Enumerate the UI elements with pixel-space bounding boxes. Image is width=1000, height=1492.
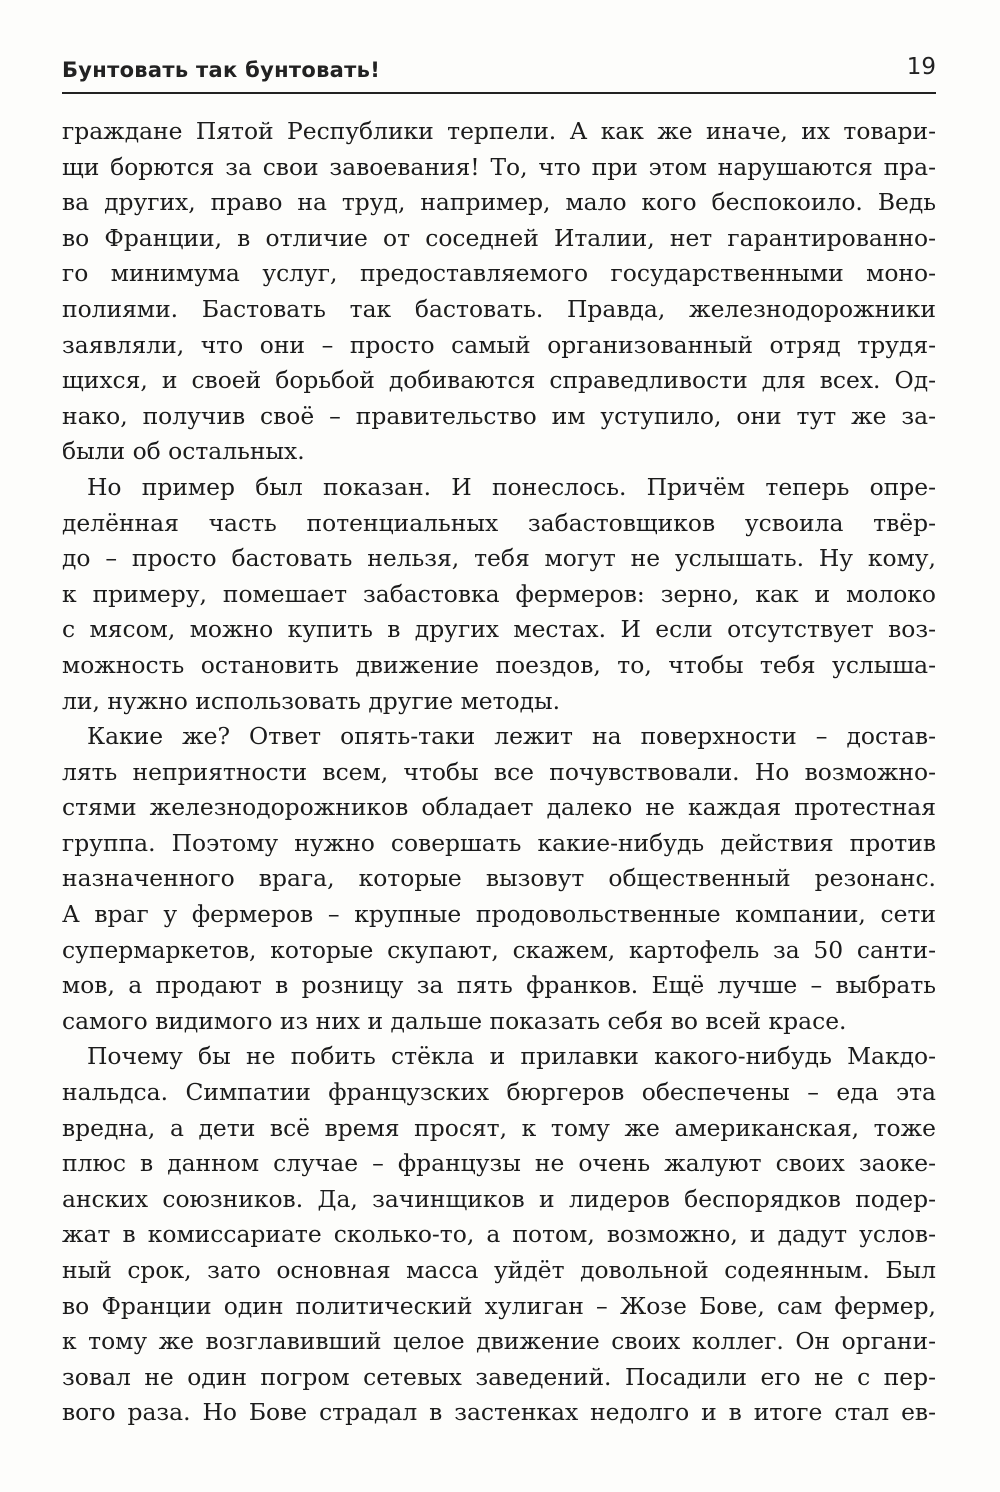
text-line: зовал не один погром сетевых заведений. Посадили его не с пер- [62, 1362, 936, 1391]
text-line: вого раза. Но Бове страдал в застенках недолго и в итоге стал ев- [62, 1398, 936, 1427]
running-header [62, 52, 936, 94]
text-line: назначенного врага, которые вызовут общественный резонанс. [62, 864, 936, 893]
running-title: Бунтовать так бунтовать! [62, 58, 381, 82]
text-line: анских союзников. Да, зачинщиков и лидеров беспорядков подер- [62, 1184, 936, 1213]
text-line: можность остановить движение поездов, то, чтобы тебя услыша- [62, 650, 936, 679]
text-line: до – просто бастовать нельзя, тебя могут не услышать. Ну кому, [62, 544, 936, 573]
text-line: стями железнодорожников обладает далеко не каждая протестная [62, 793, 936, 822]
text-line: плюс в данном случае – французы не очень жалуют своих заоке- [62, 1149, 936, 1178]
text-line: щи борются за свои завоевания! То, что при этом нарушаются пра- [62, 152, 936, 181]
paragraph-1 [62, 114, 936, 470]
text-line: супермаркетов, которые скупают, скажем, картофель за 50 санти- [62, 935, 936, 964]
body-text [62, 114, 936, 1431]
text-line: граждане Пятой Республики терпели. А как же иначе, их товари- [62, 117, 936, 145]
page-number: 19 [906, 54, 936, 80]
text-line: группа. Поэтому нужно совершать какие-нибудь действия против [62, 828, 936, 857]
text-line: щихся, и своей борьбой добиваются справедливости для всех. Од- [62, 366, 936, 395]
text-line: ва других, право на труд, например, мало кого беспокоило. Ведь [62, 188, 936, 217]
text-line: во Франции, в отличие от соседней Италии, нет гарантированно- [62, 223, 936, 252]
text-line: были об остальных. [62, 437, 305, 466]
text-line: мов, а продают в розницу за пять франков. Ещё лучше – выбрать [62, 971, 936, 1000]
paragraph-3 [62, 719, 936, 1039]
text-line: Какие же? Ответ опять-таки лежит на поверхности – достав- [87, 722, 936, 751]
text-line: Почему бы не побить стёкла и прилавки какого-нибудь Макдо- [87, 1042, 936, 1071]
text-line: самого видимого из них и дальше показать себя во всей красе. [62, 1006, 847, 1035]
text-line: жат в комиссариате сколько-то, а потом, возможно, и дадут услов- [62, 1220, 936, 1249]
text-line: А враг у фермеров – крупные продовольственные компании, сети [62, 900, 936, 929]
text-line: го минимума услуг, предоставляемого государственными моно- [62, 259, 936, 288]
text-line: лять неприятности всем, чтобы все почувствовали. Но возможно- [62, 757, 936, 786]
text-line: ный срок, зато основная масса уйдёт довольной содеянным. Был [62, 1256, 936, 1284]
paragraph-2 [62, 470, 936, 719]
text-line: Но пример был показан. И понеслось. Причём теперь опре- [87, 472, 936, 501]
text-line: к тому же возглавивший целое движение своих коллег. Он органи- [62, 1327, 936, 1356]
text-line: нальдса. Симпатии французских бюргеров обеспечены – еда эта [62, 1078, 936, 1107]
text-line: ли, нужно использовать другие методы. [62, 686, 561, 715]
text-line: полиями. Бастовать так бастовать. Правда, железнодорожники [62, 294, 936, 323]
text-line: вредна, а дети всё время просят, к тому же американская, тоже [62, 1113, 936, 1142]
paragraph-4 [62, 1039, 936, 1431]
text-line: делённая часть потенциальных забастовщиков усвоила твёр- [62, 508, 936, 537]
text-line: во Франции один политический хулиган – Жозе Бове, сам фермер, [62, 1291, 936, 1320]
text-line: с мясом, можно купить в других местах. И если отсутствует воз- [62, 615, 936, 644]
text-line: заявляли, что они – просто самый организованный отряд трудя- [62, 330, 936, 359]
text-line: нако, получив своё – правительство им уступило, они тут же за- [62, 401, 936, 430]
text-line: к примеру, помешает забастовка фермеров: зерно, как и молоко [62, 579, 936, 608]
